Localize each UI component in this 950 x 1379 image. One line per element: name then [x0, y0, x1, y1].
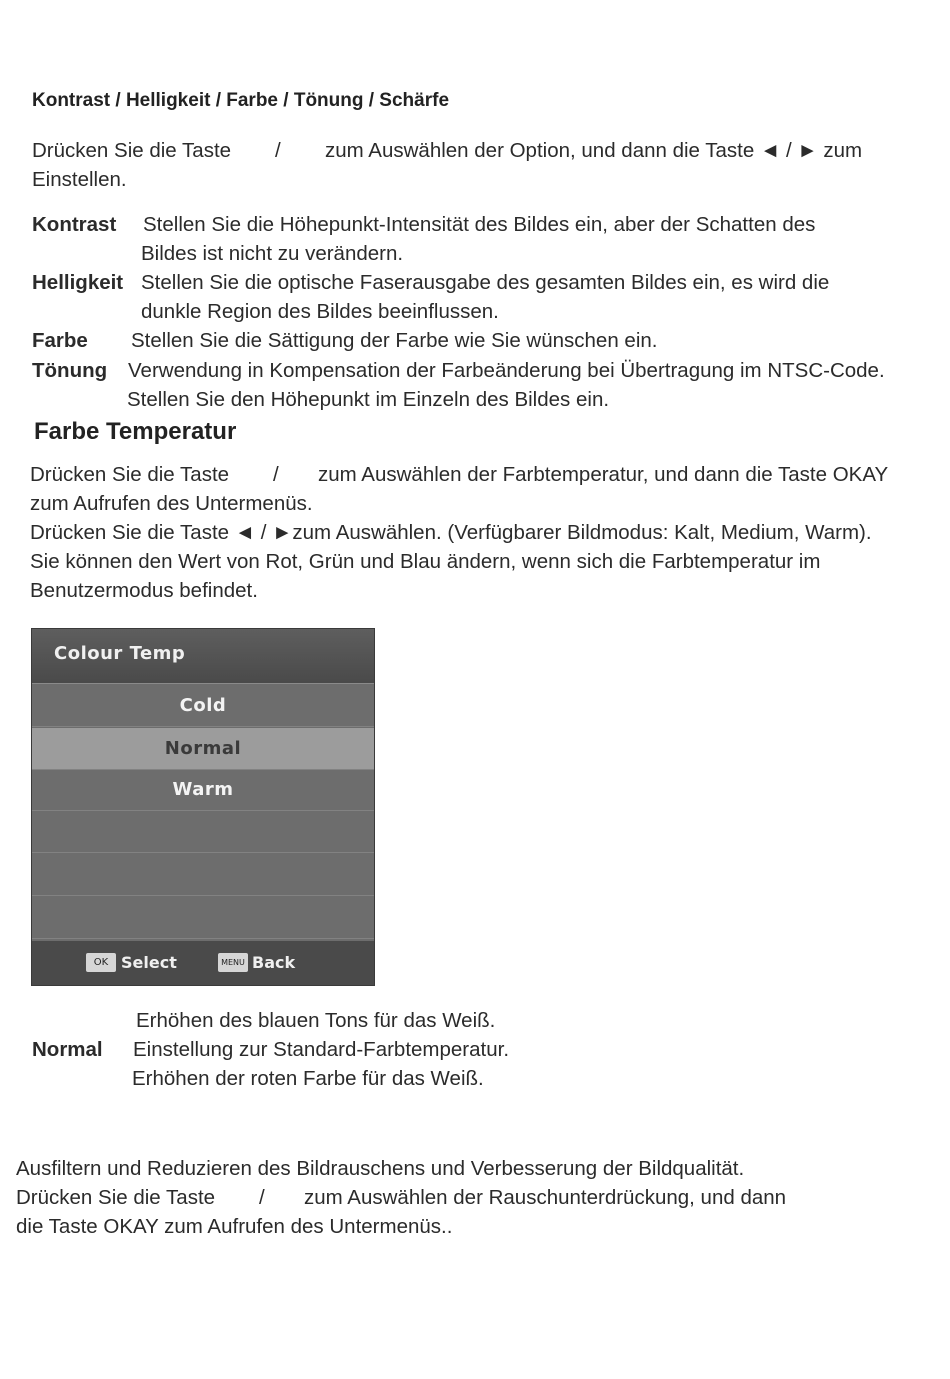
intro-text-start: Drücken Sie die Taste — [32, 139, 232, 162]
section-heading-colour-temp: Farbe Temperatur — [34, 418, 237, 445]
noise-reduction-p2-start: Drücken Sie die Taste — [16, 1186, 216, 1209]
colour-temp-p3: Sie können den Wert von Rot, Grün und Blau ändern, wenn sich die Farbtemperatur im — [30, 550, 821, 573]
colour-temp-p1-cont: zum Aufrufen des Untermenüs. — [30, 492, 313, 515]
menu-option-cold[interactable]: Cold — [32, 685, 374, 727]
menu-option-warm[interactable]: Warm — [32, 769, 374, 811]
desc-kontrast-line1: Stellen Sie die Höhepunkt-Intensität des Bildes ein, aber der Schatten des — [143, 213, 816, 236]
menu-empty-row — [32, 811, 374, 853]
term-kontrast: Kontrast — [32, 213, 117, 236]
warm-description: Erhöhen der roten Farbe für das Weiß. — [132, 1067, 484, 1090]
section-heading-picture-settings: Kontrast / Helligkeit / Farbe / Tönung / Schärfe — [32, 90, 450, 111]
noise-reduction-p3: die Taste OKAY zum Aufrufen des Untermenüs.. — [16, 1215, 453, 1238]
desc-kontrast-line2: Bildes ist nicht zu verändern. — [141, 242, 404, 265]
desc-helligkeit-line1: Stellen Sie die optische Faserausgabe des gesamten Bildes ein, es wird die — [141, 271, 830, 294]
noise-reduction-p2-slash: / — [259, 1186, 265, 1209]
select-label: Select — [121, 953, 177, 972]
colour-temp-menu — [31, 628, 375, 986]
term-helligkeit: Helligkeit — [32, 271, 124, 294]
desc-schaerfe: Stellen Sie den Höhepunkt im Einzeln des Bildes ein. — [127, 388, 610, 411]
desc-farbe: Stellen Sie die Sättigung der Farbe wie Sie wünschen ein. — [131, 329, 658, 352]
menu-header — [32, 629, 374, 684]
cold-description: Erhöhen des blauen Tons für das Weiß. — [136, 1009, 496, 1032]
noise-reduction-p2-end: zum Auswählen der Rauschunterdrückung, und dann — [304, 1186, 787, 1209]
colour-temp-p4: Benutzermodus befindet. — [30, 579, 258, 602]
menu-empty-row — [32, 897, 374, 939]
colour-temp-p2: Drücken Sie die Taste ◄ / ►zum Auswählen. (Verfügbarer Bildmodus: Kalt, Medium, Warm). — [30, 521, 872, 544]
intro-text-cont: Einstellen. — [32, 168, 127, 191]
intro-slash: / — [275, 139, 281, 162]
term-toenung: Tönung — [32, 359, 108, 382]
intro-text-end: zum Auswählen der Option, und dann die Taste ◄ / ► zum — [325, 139, 863, 162]
colour-temp-p1-slash: / — [273, 463, 279, 486]
back-label: Back — [252, 953, 296, 972]
desc-helligkeit-line2: dunkle Region des Bildes beeinflussen. — [141, 300, 499, 323]
menu-key-icon: MENU — [218, 953, 248, 972]
colour-temp-p1-end: zum Auswählen der Farbtemperatur, und dann die Taste OKAY — [318, 463, 889, 486]
menu-title: Colour Temp — [54, 643, 186, 664]
noise-reduction-p1: Ausfiltern und Reduzieren des Bildrauschens und Verbesserung der Bildqualität. — [16, 1157, 745, 1180]
desc-toenung: Verwendung in Kompensation der Farbeänderung bei Übertragung im NTSC-Code. — [128, 359, 885, 382]
term-farbe: Farbe — [32, 329, 88, 352]
term-normal: Normal — [32, 1038, 103, 1061]
colour-temp-p1-start: Drücken Sie die Taste — [30, 463, 230, 486]
menu-empty-row — [32, 854, 374, 896]
normal-description: Einstellung zur Standard-Farbtemperatur. — [133, 1038, 510, 1061]
menu-footer — [32, 941, 374, 985]
ok-key-icon: OK — [86, 953, 116, 972]
menu-option-normal[interactable]: Normal — [32, 728, 374, 770]
